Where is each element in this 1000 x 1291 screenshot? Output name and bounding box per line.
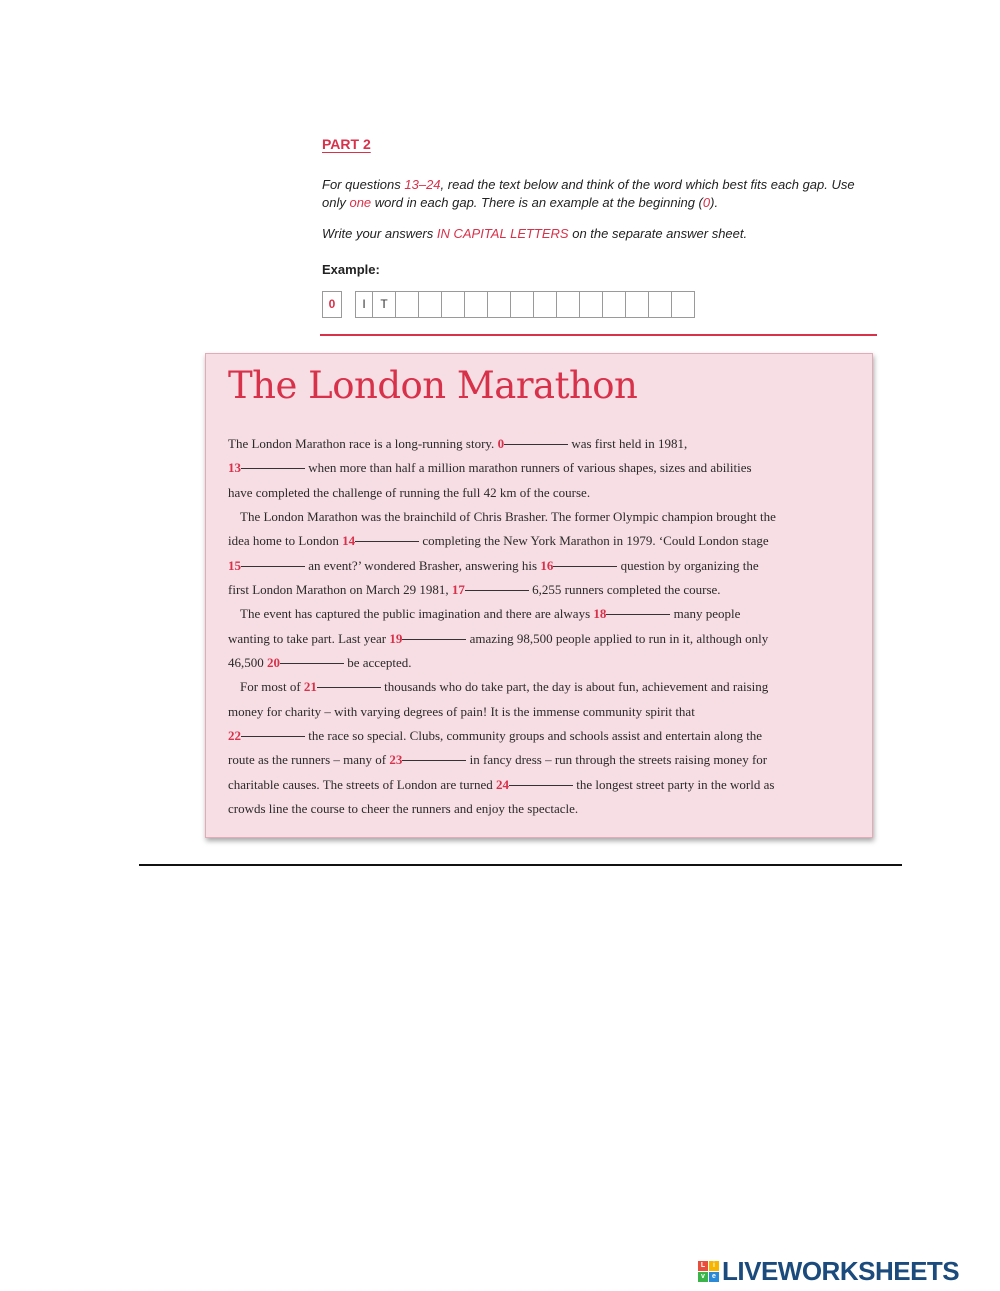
article-text: money for charity – with varying degrees of pain! It is the immense community spirit that (228, 703, 695, 719)
instruction-text: Write your answers (322, 226, 437, 241)
question-number: 17 (451, 582, 465, 598)
answer-gap[interactable] (241, 565, 305, 567)
article-line (228, 675, 856, 699)
answer-gap[interactable] (606, 613, 670, 615)
liveworksheets-brand (698, 1255, 959, 1287)
example-letter-box (671, 291, 695, 318)
article-text: The London Marathon race is a long-running story. (228, 436, 498, 451)
article-text: when more than half a million marathon runners of various shapes, sizes and abilities (305, 460, 752, 476)
example-letter-box (395, 291, 419, 318)
capital-letters-highlight: IN CAPITAL LETTERS (436, 226, 569, 241)
answer-gap[interactable] (355, 540, 419, 542)
answer-gap[interactable] (317, 686, 381, 688)
logo-letter-square: i (709, 1261, 719, 1271)
example-letter-box (579, 291, 603, 318)
brand-name: LIVEWORKSHEETS (722, 1255, 960, 1286)
article-body (228, 432, 856, 822)
article-text: many people (670, 606, 741, 622)
article-text: the longest street party in the world as (572, 776, 775, 792)
liveworksheets-logo-icon (698, 1261, 719, 1282)
article-text: question by organizing the (617, 557, 759, 573)
article-line (228, 529, 856, 553)
question-number: 14 (342, 533, 356, 549)
instruction-text: , read the text below and think of the word which best fits each gap. Use only (322, 177, 855, 210)
example-letter-box (533, 291, 557, 318)
answer-gap[interactable] (402, 638, 466, 640)
answer-gap[interactable] (402, 759, 466, 761)
question-number: 15 (228, 557, 241, 573)
article-text: amazing 98,500 people applied to run in it, although only (466, 630, 769, 646)
instruction-text: word in each gap. There is an example at the beginning ( (371, 195, 703, 210)
logo-letter-square: v (698, 1272, 708, 1282)
question-number: 18 (593, 606, 607, 622)
article-text: crowds line the course to cheer the runners and enjoy the spectacle. (228, 801, 579, 817)
article-line (228, 773, 856, 797)
article-text: an event?’ wondered Brasher, answering his (305, 557, 541, 573)
instructions (322, 176, 882, 256)
article-text: be accepted. (344, 655, 412, 671)
article-line (228, 554, 856, 578)
article-text: The event has captured the public imagination and there are always (240, 606, 594, 622)
page-divider (139, 864, 902, 866)
article-line (228, 456, 856, 480)
article-text: The London Marathon was the brainchild of Chris Brasher. The former Olympic champion brought the (240, 509, 776, 525)
article-line (228, 627, 856, 651)
article-text: idea home to London (228, 533, 343, 549)
instruction-paragraph-1 (322, 176, 882, 212)
example-number-highlight: 0 (702, 195, 711, 210)
article-line (228, 724, 856, 748)
article-text: in fancy dress – run through the streets raising money for (466, 752, 768, 768)
answer-gap[interactable] (465, 589, 529, 591)
article-text: first London Marathon on March 29 1981, (228, 582, 452, 598)
question-range: 13–24 (404, 177, 441, 192)
example-letter-box: I (355, 291, 373, 318)
article-text: wanting to take part. Last year (228, 630, 390, 646)
instruction-paragraph-2 (322, 225, 882, 243)
article-line (228, 797, 856, 821)
article-panel (205, 353, 873, 838)
answer-gap[interactable] (241, 467, 305, 469)
article-line (228, 602, 856, 626)
article-line (228, 432, 856, 456)
answer-gap[interactable] (504, 443, 568, 445)
instruction-text: on the separate answer sheet. (568, 226, 748, 241)
question-number: 19 (389, 630, 403, 646)
question-number: 20 (267, 655, 280, 671)
answer-gap[interactable] (553, 565, 617, 567)
question-number: 16 (540, 557, 554, 573)
article-text: 46,500 (228, 655, 267, 671)
question-number: 23 (389, 752, 403, 768)
article-text: route as the runners – many of (228, 752, 390, 768)
example-letter-box (556, 291, 580, 318)
one-word-highlight: one (349, 195, 372, 210)
example-letter-box (510, 291, 534, 318)
example-letter-box (625, 291, 649, 318)
section-divider (320, 334, 877, 336)
article-line (228, 481, 856, 505)
example-number-box: 0 (322, 291, 342, 318)
article-line (228, 578, 856, 602)
article-text: have completed the challenge of running the full 42 km of the course. (228, 484, 591, 500)
logo-letter-square: L (698, 1261, 708, 1271)
article-text: charitable causes. The streets of London are turned (228, 776, 496, 792)
example-label: Example: (322, 262, 380, 277)
answer-gap[interactable] (509, 784, 573, 786)
example-letter-box (464, 291, 488, 318)
example-letter-box (602, 291, 626, 318)
question-number: 21 (303, 679, 317, 695)
article-text: thousands who do take part, the day is about fun, achievement and raising (380, 679, 769, 695)
example-letter-box (487, 291, 511, 318)
example-letter-box (441, 291, 465, 318)
article-text: For most of (240, 679, 304, 695)
part-title: PART 2 (322, 136, 371, 152)
article-title: The London Marathon (228, 364, 638, 407)
question-number: 24 (495, 776, 509, 792)
article-text: the race so special. Clubs, community groups and schools assist and entertain along the (305, 728, 763, 744)
example-letter-box (648, 291, 672, 318)
article-line (228, 651, 856, 675)
answer-gap[interactable] (280, 662, 344, 664)
instruction-text: ). (710, 195, 719, 210)
instruction-text: For questions (322, 177, 405, 192)
article-line (228, 505, 856, 529)
example-letter-box: T (372, 291, 396, 318)
question-number: 22 (228, 728, 241, 744)
question-number: 13 (228, 460, 241, 476)
article-text: 6,255 runners completed the course. (528, 582, 721, 598)
article-text: was first held in 1981, (568, 436, 688, 451)
example-letter-box (418, 291, 442, 318)
article-line (228, 700, 856, 724)
article-text: completing the New York Marathon in 1979. ‘Could London stage (419, 533, 769, 549)
logo-letter-square: e (709, 1272, 719, 1282)
article-line (228, 748, 856, 772)
question-number: 0 (497, 436, 505, 451)
answer-gap[interactable] (241, 735, 305, 737)
